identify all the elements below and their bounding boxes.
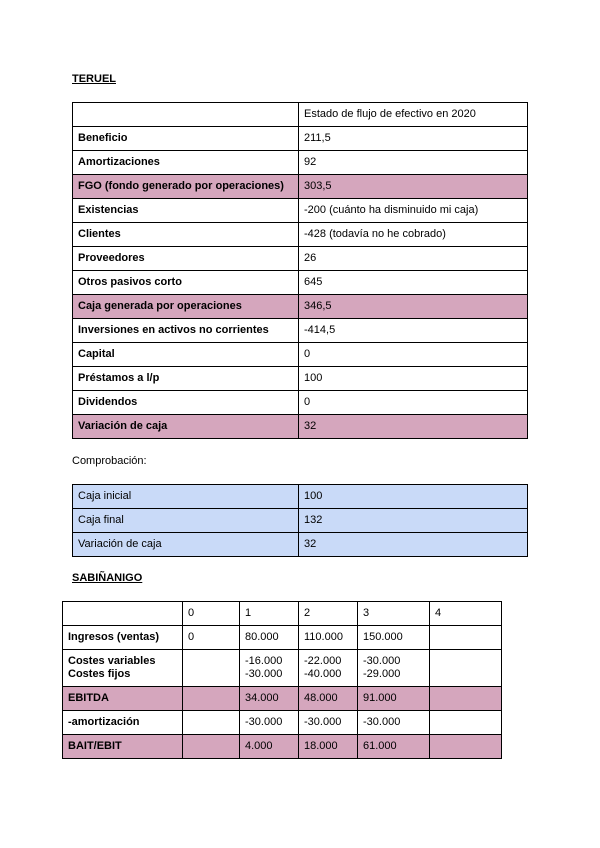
row-label: Capital (73, 343, 299, 367)
table-row-highlighted (73, 415, 528, 439)
row-value: 26 (299, 247, 528, 271)
row-label: BAIT/EBIT (63, 735, 183, 759)
row-value: -428 (todavía no he cobrado) (299, 223, 528, 247)
table-header-cell: 0 (183, 602, 240, 626)
row-label: Proveedores (73, 247, 299, 271)
table-row-highlighted (73, 295, 528, 319)
table-row (73, 485, 528, 509)
sabinanigo-projection-table (62, 601, 502, 759)
table-row (73, 391, 528, 415)
table-header-cell: Estado de flujo de efectivo en 2020 (299, 103, 528, 127)
table-cell: 34.000 (240, 687, 299, 711)
cell-line: -30.000 (245, 668, 283, 680)
table-row (73, 533, 528, 557)
row-label-line: Costes variables (68, 655, 156, 667)
row-label: Variación de caja (73, 533, 299, 557)
table-row (73, 509, 528, 533)
table-cell (183, 711, 240, 735)
cell-line: -40.000 (304, 668, 342, 680)
table-row-highlighted (63, 687, 502, 711)
table-row (63, 626, 502, 650)
row-label: Amortizaciones (73, 151, 299, 175)
row-label: Caja final (73, 509, 299, 533)
row-label: Otros pasivos corto (73, 271, 299, 295)
comprobacion-label: Comprobación: (72, 455, 147, 467)
table-cell: 48.000 (299, 687, 358, 711)
row-label: Préstamos a l/p (73, 367, 299, 391)
table-cell (430, 650, 502, 687)
table-cell: -30.000 (299, 711, 358, 735)
row-label: -amortización (63, 711, 183, 735)
row-value: 645 (299, 271, 528, 295)
table-cell (73, 103, 299, 127)
table-row-highlighted (73, 175, 528, 199)
table-row (73, 127, 528, 151)
table-row (73, 247, 528, 271)
table-cell (240, 650, 299, 687)
row-value: 132 (299, 509, 528, 533)
table-cell: -30.000 (240, 711, 299, 735)
cell-line: -16.000 (245, 655, 283, 667)
section-heading-teruel: TERUEL (72, 73, 116, 85)
table-cell: 4.000 (240, 735, 299, 759)
teruel-cash-flow-table (72, 102, 528, 439)
row-value: 32 (299, 415, 528, 439)
row-value: 346,5 (299, 295, 528, 319)
cell-line: -30.000 (363, 655, 401, 667)
table-cell: 91.000 (358, 687, 430, 711)
table-row (63, 650, 502, 687)
table-cell: 18.000 (299, 735, 358, 759)
row-value: -200 (cuánto ha disminuido mi caja) (299, 199, 528, 223)
table-header-cell: 4 (430, 602, 502, 626)
row-label: Clientes (73, 223, 299, 247)
table-cell: 80.000 (240, 626, 299, 650)
table-cell: 150.000 (358, 626, 430, 650)
table-row (73, 271, 528, 295)
table-header-row (73, 103, 528, 127)
row-label: Existencias (73, 199, 299, 223)
row-value: 100 (299, 485, 528, 509)
row-label: Caja generada por operaciones (73, 295, 299, 319)
row-label: Inversiones en activos no corrientes (73, 319, 299, 343)
row-label (63, 650, 183, 687)
table-cell (430, 626, 502, 650)
row-value: 100 (299, 367, 528, 391)
table-cell (358, 650, 430, 687)
table-cell (299, 650, 358, 687)
table-cell (430, 687, 502, 711)
row-value: -414,5 (299, 319, 528, 343)
table-row (73, 367, 528, 391)
comprobacion-table (72, 484, 528, 557)
row-label: Beneficio (73, 127, 299, 151)
table-cell (183, 687, 240, 711)
table-header-cell: 2 (299, 602, 358, 626)
table-cell (183, 735, 240, 759)
table-header-cell: 1 (240, 602, 299, 626)
row-value: 0 (299, 391, 528, 415)
table-cell: 61.000 (358, 735, 430, 759)
table-row (63, 711, 502, 735)
table-row (73, 199, 528, 223)
cell-line: -29.000 (363, 668, 401, 680)
table-row (73, 343, 528, 367)
table-cell: 110.000 (299, 626, 358, 650)
table-row (73, 151, 528, 175)
row-value: 303,5 (299, 175, 528, 199)
row-label: FGO (fondo generado por operaciones) (73, 175, 299, 199)
section-heading-sabinanigo: SABIÑANIGO (72, 572, 143, 584)
row-value: 92 (299, 151, 528, 175)
table-cell (430, 735, 502, 759)
table-header-row (63, 602, 502, 626)
table-row (73, 319, 528, 343)
row-label: Variación de caja (73, 415, 299, 439)
row-label: Dividendos (73, 391, 299, 415)
row-label-line: Costes fijos (68, 668, 131, 680)
table-cell (183, 650, 240, 687)
table-header-cell (63, 602, 183, 626)
table-row (73, 223, 528, 247)
row-label: Ingresos (ventas) (63, 626, 183, 650)
row-value: 32 (299, 533, 528, 557)
table-cell: 0 (183, 626, 240, 650)
row-value: 211,5 (299, 127, 528, 151)
row-value: 0 (299, 343, 528, 367)
table-header-cell: 3 (358, 602, 430, 626)
table-cell (430, 711, 502, 735)
row-label: Caja inicial (73, 485, 299, 509)
table-cell: -30.000 (358, 711, 430, 735)
row-label: EBITDA (63, 687, 183, 711)
cell-line: -22.000 (304, 655, 342, 667)
table-row-highlighted (63, 735, 502, 759)
